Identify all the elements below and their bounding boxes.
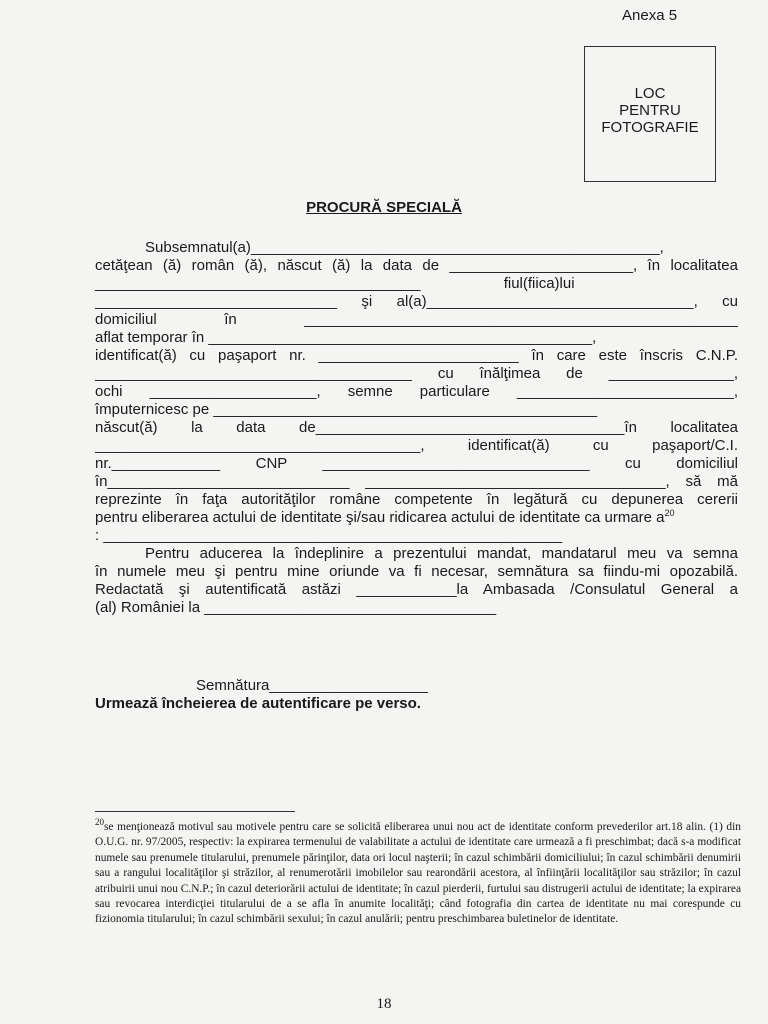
- mandate-line: în numele meu şi pentru mine oriunde va fi necesar, semnătura sa fiindu-mi opozabilă.: [95, 563, 738, 580]
- verso-note: Urmează încheierea de autentificare pe verso.: [95, 695, 421, 712]
- form-line: [95, 509, 738, 527]
- form-line: domiciliul în ____________________________________________________: [95, 311, 738, 328]
- form-line: Subsemnatul(a)_________________________________________________,: [145, 239, 664, 256]
- photo-box-line: PENTRU: [619, 101, 681, 119]
- footnote-text: se menţionează motivul sau motivele pentru care se solicită eliberarea unui nou act de identitate conform prevederilor art.18 alin. (1) din O.U.G. nr. 97/2005, respectiv: la expirarea termenului de valabilitate a actului de identitate care urmează a fi preschimbat; dacă s-a modificat numele sau prenumele titularului, prenumele părinţilor, data ori locul naşterii; în cazul schimbării domiciliului; în cazul schimbării denumirii sau a rangului localităţilor şi străzilor, al renumerotării imobilelor sau rearondării acestora, al înfiinţării localităţilor sau străzilor; în cazul atribuirii unui nou C.N.P.; în cazul deteriorării actului de identitate; în cazul pierderii, furtului sau distrugerii actului de identitate; la expirarea sau revocarea interdicţiei titularului de a se afla în anumite localităţi; când fotografia din cartea de identitate nu mai corespunde cu fizionomia titularului; în cazul schimbării sexului; în cazul anulării; pentru preschimbarea buletinelor de identitate.: [95, 821, 741, 926]
- footnote-mark: 20: [95, 817, 104, 828]
- form-line: ______________________________________ cu înălţimea de _______________,: [95, 365, 738, 382]
- signature-field: Semnătura___________________: [196, 677, 428, 694]
- form-line: reprezinte în faţa autorităţilor române competente în legătură cu depunerea cererii: [95, 491, 738, 508]
- photo-box-line: LOC: [634, 84, 666, 102]
- annex-label: Anexa 5: [622, 7, 678, 24]
- form-line-text: _______________________________________ fiul(fiica)lui: [95, 275, 575, 292]
- footnote: [95, 817, 741, 928]
- mandate-line: Pentru aducerea la îndeplinire a prezentului mandat, mandatarul meu va semna: [145, 545, 738, 562]
- mandate-line: (al) României la ___________________________________: [95, 599, 497, 616]
- form-line: cetăţean (ă) român (ă), născut (ă) la data de ______________________, în localitatea: [95, 257, 738, 274]
- form-line: identificat(ă) cu paşaport nr. ________________________ în care este înscris C.N.P.: [95, 347, 738, 364]
- photo-box-line: FOTOGRAFIE: [601, 118, 699, 136]
- mandate-line: Redactată şi autentificată astăzi ____________la Ambasada /Consulatul General a: [95, 581, 738, 598]
- form-line: nr._____________ CNP ________________________________ cu domiciliul: [95, 455, 738, 472]
- page-number: 18: [376, 996, 392, 1012]
- form-line: în_____________________________ ____________________________________, să mă: [95, 473, 738, 490]
- form-line: aflat temporar în ______________________________________________,: [95, 329, 597, 346]
- form-line: împuternicesc pe ______________________________________________: [95, 401, 598, 418]
- form-line: [95, 275, 738, 293]
- form-line: _____________________________ şi al(a)________________________________, cu: [95, 293, 738, 310]
- form-line: ochi ____________________, semne particulare __________________________,: [95, 383, 738, 400]
- form-line-text: pentru eliberarea actului de identitate şi/sau ridicarea actului de identitate ca urmare a: [95, 509, 665, 526]
- form-line: _______________________________________, identificat(ă) cu paşaport/C.I.: [95, 437, 738, 454]
- footnote-divider: [95, 811, 295, 812]
- photo-placeholder-box: [584, 46, 716, 182]
- footnote-reference: 20: [664, 508, 675, 518]
- document-title: PROCURĂ SPECIALĂ: [306, 199, 462, 216]
- form-line: : _______________________________________________________: [95, 527, 563, 544]
- form-line: născut(ă) la data de_____________________________________în localitatea: [95, 419, 738, 436]
